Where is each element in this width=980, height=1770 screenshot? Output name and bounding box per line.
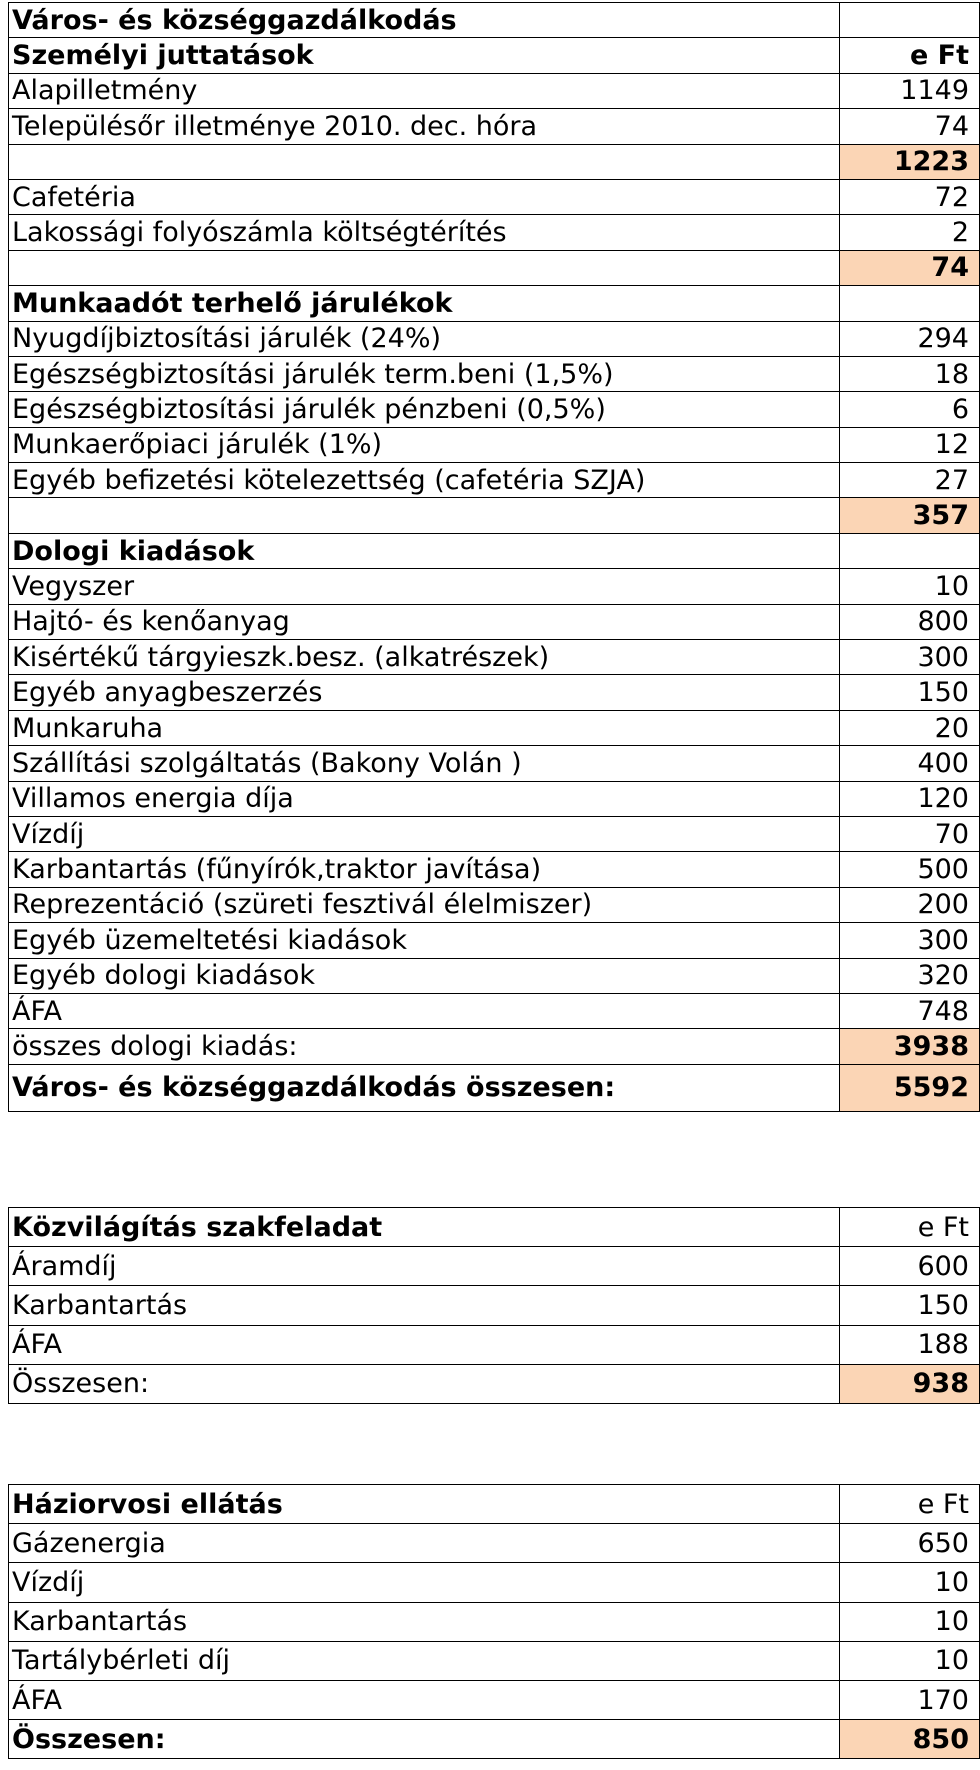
- row-value: 27: [840, 463, 980, 498]
- row-value: 320: [840, 958, 980, 993]
- table-row: [9, 781, 980, 816]
- gp-care-table: [8, 1484, 980, 1759]
- row-label: Háziorvosi ellátás: [9, 1485, 840, 1524]
- table-row: [9, 3, 980, 38]
- row-label: [9, 498, 840, 533]
- row-value: 74: [840, 250, 980, 285]
- row-value: 18: [840, 356, 980, 391]
- row-label: Egészségbiztosítási járulék term.beni (1,5%): [9, 356, 840, 391]
- row-value: 300: [840, 923, 980, 958]
- table-row: [9, 1720, 980, 1759]
- row-value: 357: [840, 498, 980, 533]
- table-row: [9, 533, 980, 568]
- row-value: [840, 286, 980, 321]
- table-row: [9, 923, 980, 958]
- row-value: 10: [840, 1563, 980, 1602]
- table-row: [9, 427, 980, 462]
- row-value: 10: [840, 569, 980, 604]
- row-label: Vízdíj: [9, 1563, 840, 1602]
- row-value: 12: [840, 427, 980, 462]
- row-label: Kisértékű tárgyieszk.besz. (alkatrészek): [9, 640, 840, 675]
- row-value: 72: [840, 179, 980, 214]
- row-value: 5592: [840, 1064, 980, 1111]
- row-value: 150: [840, 1286, 980, 1325]
- table-row: [9, 1325, 980, 1364]
- table-row: [9, 1208, 980, 1247]
- row-value: 300: [840, 640, 980, 675]
- row-label: Hajtó- és kenőanyag: [9, 604, 840, 639]
- table-row: [9, 1029, 980, 1064]
- row-label: Áramdíj: [9, 1247, 840, 1286]
- table-row: [9, 463, 980, 498]
- row-label: Egészségbiztosítási járulék pénzbeni (0,5%): [9, 392, 840, 427]
- table-row: [9, 356, 980, 391]
- row-value: 748: [840, 993, 980, 1028]
- row-label: ÁFA: [9, 1680, 840, 1719]
- row-label: Karbantartás (fűnyírók,traktor javítása): [9, 852, 840, 887]
- row-label: Reprezentáció (szüreti fesztivál élelmiszer): [9, 887, 840, 922]
- table-row: [9, 250, 980, 285]
- row-label: Város- és községgazdálkodás összesen:: [9, 1064, 840, 1111]
- row-value: e Ft: [840, 38, 980, 73]
- table-row: [9, 675, 980, 710]
- row-value: 294: [840, 321, 980, 356]
- row-value: 150: [840, 675, 980, 710]
- table-row: [9, 321, 980, 356]
- table-row: [9, 569, 980, 604]
- table-row: [9, 73, 980, 108]
- row-label: Nyugdíjbiztosítási járulék (24%): [9, 321, 840, 356]
- row-label: [9, 250, 840, 285]
- row-label: Villamos energia díja: [9, 781, 840, 816]
- row-value: 10: [840, 1602, 980, 1641]
- row-value: 600: [840, 1247, 980, 1286]
- row-label: Közvilágítás szakfeladat: [9, 1208, 840, 1247]
- row-value: 2: [840, 215, 980, 250]
- row-value: [840, 533, 980, 568]
- row-value: 938: [840, 1364, 980, 1403]
- row-value: 188: [840, 1325, 980, 1364]
- row-value: [840, 3, 980, 38]
- row-value: 120: [840, 781, 980, 816]
- row-value: 850: [840, 1720, 980, 1759]
- table-row: [9, 1485, 980, 1524]
- row-label: Egyéb befizetési kötelezettség (cafetéria SZJA): [9, 463, 840, 498]
- row-label: Város- és községgazdálkodás: [9, 3, 840, 38]
- table-row: [9, 1064, 980, 1111]
- table-row: [9, 392, 980, 427]
- row-value: 6: [840, 392, 980, 427]
- table-row: [9, 1247, 980, 1286]
- row-label: [9, 144, 840, 179]
- row-value: 3938: [840, 1029, 980, 1064]
- row-label: Munkaruha: [9, 710, 840, 745]
- row-label: Egyéb dologi kiadások: [9, 958, 840, 993]
- table-row: [9, 1524, 980, 1563]
- table-row: [9, 1602, 980, 1641]
- table-row: [9, 1286, 980, 1325]
- table-row: [9, 640, 980, 675]
- table-row: [9, 710, 980, 745]
- row-label: Egyéb üzemeltetési kiadások: [9, 923, 840, 958]
- table-row: [9, 286, 980, 321]
- row-value: 10: [840, 1641, 980, 1680]
- row-label: Munkaadót terhelő járulékok: [9, 286, 840, 321]
- row-label: Cafetéria: [9, 179, 840, 214]
- table-row: [9, 604, 980, 639]
- row-label: Karbantartás: [9, 1286, 840, 1325]
- row-label: Településőr illetménye 2010. dec. hóra: [9, 109, 840, 144]
- table-row: [9, 958, 980, 993]
- row-value: 170: [840, 1680, 980, 1719]
- row-value: 70: [840, 816, 980, 851]
- table-row: [9, 887, 980, 922]
- row-label: Összesen:: [9, 1720, 840, 1759]
- row-value: 200: [840, 887, 980, 922]
- row-label: Vegyszer: [9, 569, 840, 604]
- row-value: 20: [840, 710, 980, 745]
- row-value: e Ft: [840, 1208, 980, 1247]
- row-label: Személyi juttatások: [9, 38, 840, 73]
- table-row: [9, 109, 980, 144]
- row-label: ÁFA: [9, 993, 840, 1028]
- row-label: Összesen:: [9, 1364, 840, 1403]
- table-row: [9, 38, 980, 73]
- row-value: 1149: [840, 73, 980, 108]
- table-row: [9, 144, 980, 179]
- row-value: 1223: [840, 144, 980, 179]
- table-row: [9, 1364, 980, 1403]
- row-label: Lakossági folyószámla költségtérítés: [9, 215, 840, 250]
- row-value: 400: [840, 746, 980, 781]
- row-label: Tartálybérleti díj: [9, 1641, 840, 1680]
- row-label: Szállítási szolgáltatás (Bakony Volán ): [9, 746, 840, 781]
- table-row: [9, 179, 980, 214]
- row-label: Karbantartás: [9, 1602, 840, 1641]
- row-label: Munkaerőpiaci járulék (1%): [9, 427, 840, 462]
- public-lighting-table: [8, 1207, 980, 1404]
- row-value: 74: [840, 109, 980, 144]
- row-label: Gázenergia: [9, 1524, 840, 1563]
- table-row: [9, 816, 980, 851]
- row-label: összes dologi kiadás:: [9, 1029, 840, 1064]
- table-row: [9, 746, 980, 781]
- row-label: ÁFA: [9, 1325, 840, 1364]
- row-value: 500: [840, 852, 980, 887]
- row-value: 650: [840, 1524, 980, 1563]
- row-label: Vízdíj: [9, 816, 840, 851]
- table-row: [9, 852, 980, 887]
- row-label: Egyéb anyagbeszerzés: [9, 675, 840, 710]
- table-row: [9, 1641, 980, 1680]
- city-management-table: [8, 2, 980, 1112]
- table-row: [9, 1680, 980, 1719]
- row-label: Alapilletmény: [9, 73, 840, 108]
- row-label: Dologi kiadások: [9, 533, 840, 568]
- table-row: [9, 993, 980, 1028]
- row-value: e Ft: [840, 1485, 980, 1524]
- row-value: 800: [840, 604, 980, 639]
- table-row: [9, 215, 980, 250]
- table-row: [9, 498, 980, 533]
- table-row: [9, 1563, 980, 1602]
